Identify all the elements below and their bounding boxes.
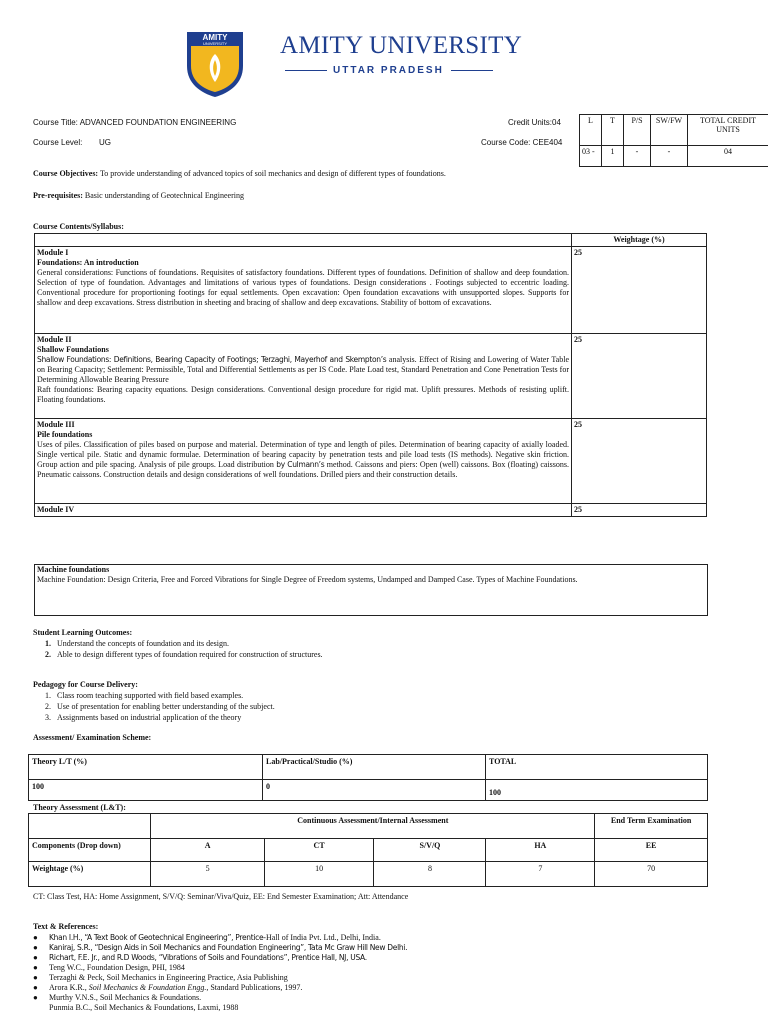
assessment-theory-header: Theory L/T (%) [29,755,263,780]
module-row [35,504,707,517]
reference-bullet [33,1003,49,1013]
reference-brush-text: Kaniraj, S.R., “Design Aids in Soil Mechanics and Foundation Engineering”, Tata Mc Graw Hill New Delhi. [49,943,408,952]
theory-assessment-table [28,813,708,887]
reference-item [33,963,593,973]
credit-value-ps: - [624,146,651,167]
module-2-weight: 25 [572,334,707,419]
prereq-text: Basic understanding of Geotechnical Engineering [84,191,244,200]
module-3-body: Uses of piles. Classification of piles based on purpose and material. Determination of type and length of piles. Determination of bearing capacity of axially loaded. Single vertical pile. Static and dynamic formulae. Determination of bearing capacity by penetration tests and pile load tests (IS methods). Negative skin friction. Group action and pile spacing. Analysis of pile groups. Load distribution [37,440,569,469]
module-3-weight: 25 [572,419,707,504]
credit-header-t: T [602,115,624,146]
cia-header: Continuous Assessment/Internal Assessment [151,814,595,839]
outcome-text: Able to design different types of foundation required for construction of structures. [57,650,323,659]
reference-bullet: ● [33,933,38,942]
reference-item [33,953,593,963]
outcome-item [33,638,593,649]
module-1-weight: 25 [572,247,707,334]
outcome-item [33,649,593,660]
outcomes-label: Student Learning Outcomes: [33,628,133,637]
reference-item [33,1003,593,1013]
module-3-brush-text: by Culmann’s [276,460,325,469]
machine-foundations-box [34,564,708,616]
course-level-label: Course Level: [33,138,83,147]
module-3-body2: method. Caissons and piers: Open (well) caissons. Box (floating) caissons. Pneumatic caissons. Construction details and design considerations of well foundations. Drilled piers and their construction details. [37,460,570,479]
module-2-name: Module II [37,335,72,344]
credit-header-l: L [580,115,602,146]
reference-brush-text: Richart, F.E. Jr., and R.D Woods, “Vibrations of Soils and Foundations”, Prentice Hall, NJ, USA. [49,953,367,962]
reference-item [33,933,593,943]
theory-assessment-label: Theory Assessment (L&T): [33,803,126,812]
credit-table [579,114,768,167]
outcomes-list [33,638,593,660]
syllabus-table [34,233,707,517]
logo-subtext: UNIVERSITY [202,41,227,46]
course-title: Course Title: ADVANCED FOUNDATION ENGINEERING [33,118,237,127]
credit-value-l: 03 - [580,146,602,167]
references-list [33,933,593,1013]
ete-header: End Term Examination [595,814,708,839]
module-2-content [35,334,572,419]
pedagogy-number: 2. [45,702,51,711]
reference-text: Arora K.R., [49,983,89,992]
objectives-text: To provide understanding of advanced topics of soil mechanics and design of different types of foundations. [99,169,446,178]
module-2-brush-text: Shallow Foundations: Definitions, Bearing Capacity of Footings; Terzaghi, Mayerhof and Skempton’s [37,355,387,364]
campus-name: UTTAR PRADESH [333,65,444,76]
reference-text: Murthy V.N.S., Soil Mechanics & Foundations. [49,993,202,1002]
module-3-title: Pile foundations [37,430,93,439]
weightage-label: Weightage (%) [29,862,151,887]
module-4-weight: 25 [572,504,707,517]
module-4-name: Module IV [35,504,572,517]
pedagogy-item [33,712,593,723]
objectives-label: Course Objectives: [33,169,99,178]
credit-header-swfw: SW/FW [651,115,688,146]
weight-ct: 10 [264,862,374,887]
credit-value-swfw: - [651,146,688,167]
assessment-table [28,754,708,801]
reference-bullet: ● [33,993,38,1002]
reference-item [33,983,593,993]
assessment-label: Assessment/ Examination Scheme: [33,733,152,742]
module-1-text: General considerations: Functions of foundations. Requisites of satisfactory foundations. Different types of foundations. Definition of shallow and deep foundation. Selection of type of foundation. Advantages and limitations of various types of foundations. Design considerations . Footings subjected to eccentric loading. Conventional procedure for proportioning footings for equal settlements. Open excavation: Open foundation excavations with unsupported slopes. Supports for shallow and deep excavations. Stress distribution in sheeting and bracing of shallow and deep excavations. Stability of bottom of excavations. [37,268,569,307]
weightage-row [29,862,708,887]
references-label: Text & References: [33,922,99,931]
weight-svq: 8 [374,862,486,887]
module-3-name: Module III [37,420,75,429]
module-row [35,419,707,504]
course-code: Course Code: CEE404 [481,138,563,147]
syllabus-header-blank [35,234,572,247]
outcome-text: Understand the concepts of foundation and its design. [57,639,229,648]
reference-bullet: ● [33,943,38,952]
course-objectives [33,169,573,179]
module-3-content [35,419,572,504]
campus-rule-left [285,70,327,71]
credit-units: Credit Units:04 [508,118,561,127]
university-logo [185,30,245,98]
reference-bullet: ● [33,983,38,992]
pedagogy-number: 3. [45,713,51,722]
assessment-header-row [29,755,708,780]
pedagogy-text: Class room teaching supported with field based examples. [57,691,244,700]
pedagogy-text: Use of presentation for enabling better understanding of the subject. [57,702,275,711]
module-2-title: Shallow Foundations [37,345,109,354]
component-ha: HA [486,839,595,862]
credit-table-values [580,146,768,167]
prerequisites [33,191,573,201]
module-1-name: Module I [37,248,69,257]
reference-text-2: , Standard Publications, 1997. [206,983,303,992]
reference-bullet: ● [33,973,38,982]
abbreviation-legend: CT: Class Test, HA: Home Assignment, S/V/Q: Seminar/Viva/Quiz, EE: End Semester Examination; Att: Attendance [33,892,409,901]
pedagogy-text: Assignments based on industrial application of the theory [57,713,242,722]
reference-text: Punmia B.C., Soil Mechanics & Foundations, Laxmi, 1988 [49,1003,239,1012]
campus-rule-right [451,70,493,71]
component-ee: EE [595,839,708,862]
reference-text: Terzaghi & Peck, Soil Mechanics in Engineering Practice, Asia Publishing [49,973,288,982]
module-row [35,334,707,419]
components-label: Components (Drop down) [29,839,151,862]
reference-brush-text: Khan I.H., “A Text Book of Geotechnical Engineering”, Prentice [49,933,264,942]
theory-header-row [29,814,708,839]
module-1-title: Foundations: An introduction [37,258,139,267]
credit-value-t: 1 [602,146,624,167]
reference-text: Teng W.C., Foundation Design, PHI, 1984 [49,963,185,972]
component-a: A [151,839,264,862]
credit-header-ps: P/S [624,115,651,146]
assessment-total-value: 100 [486,780,708,801]
weight-a: 5 [151,862,264,887]
reference-text: -Hall of India Pvt. Ltd., Delhi, India. [263,933,381,942]
credit-table-header [580,115,768,146]
module-row [35,247,707,334]
outcome-number: 2. [45,650,51,659]
reference-bullet: ● [33,963,38,972]
assessment-total-header: TOTAL [486,755,708,780]
components-row [29,839,708,862]
outcome-number: 1. [45,639,51,648]
credit-value-total: 04 [688,146,768,167]
university-name: AMITY UNIVERSITY [280,32,523,59]
module-2-text [37,355,569,385]
credit-header-total: TOTAL CREDIT UNITS [688,115,768,146]
theory-blank-cell [29,814,151,839]
weight-ha: 7 [486,862,595,887]
module-2-body: analysis. Effect of Rising and Lowering of Water Table on Bearing Capacity; Settlement: Permissible, Total and Differential Settlements as per IS Code. Plate Load test, Standard Penetration and Cone Penetration Tests for Determining Allowable Bearing Pressure [37,355,569,384]
assessment-lab-header: Lab/Practical/Studio (%) [263,755,486,780]
reference-italic-text: Soil Mechanics & Foundation Engg. [88,983,207,992]
module-3-text [37,440,569,480]
reference-item [33,943,593,953]
reference-item [33,993,593,1003]
weightage-header: Weightage (%) [572,234,707,247]
machine-foundations-title: Machine foundations [37,565,110,574]
module-2-text2: Raft foundations: Bearing capacity equations. Design considerations. Conventional design procedure for rigid mat. Uplift pressures. Methods of resisting uplift. Floating foundations. [37,385,569,404]
pedagogy-item [33,701,593,712]
pedagogy-number: 1. [45,691,51,700]
prereq-label: Pre-requisites: [33,191,83,200]
logo-text: AMITY [202,33,228,42]
pedagogy-label: Pedagogy for Course Delivery: [33,680,138,689]
weight-ee: 70 [595,862,708,887]
assessment-lab-value: 0 [263,780,486,801]
component-svq: S/V/Q [374,839,486,862]
syllabus-header-row [35,234,707,247]
pedagogy-list [33,690,593,723]
assessment-value-row [29,780,708,801]
course-level-value: UG [99,138,111,147]
component-ct: CT [264,839,374,862]
reference-item [33,973,593,983]
reference-bullet: ● [33,953,38,962]
machine-foundations-text: Machine Foundation: Design Criteria, Free and Forced Vibrations for Single Degree of Freedom systems, Undamped and Damped Case. Types of Machine Foundations. [37,575,578,584]
pedagogy-item [33,690,593,701]
assessment-theory-value: 100 [29,780,263,801]
syllabus-label: Course Contents/Syllabus: [33,222,124,231]
module-1-content [35,247,572,334]
